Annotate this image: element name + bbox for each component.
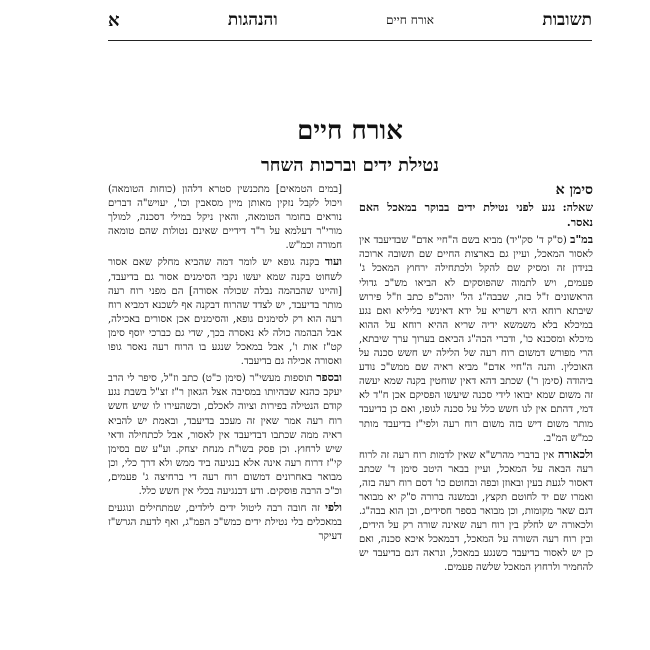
paragraph-text: (ס"ק ד' סק"יד) מביא בשם ה"חיי אדם" שבדיעבד אין לאסור המאכל, ועיין גם בארצות החיים שם תשובה ארוכה בנידון זה ומסיק שם להקל ולכתחילה ירחוץ המאכל ג' פעמים, ויש לתמוה שהפוסקים לא הביאו מש"כ גדולי הראשונים ז"ל בזה, שבבה"ג הל' יוהכ"פ כתב וז"ל פירוש שיבתא רוחא היא דשריא על ידא דאינשי בליליא ואם נגע במיכלא בלא משמשא ידיה שריא ההיא רוחא על ההוא מיכלא ומסכנא כו', ודברי הבה"ג הביאם בערוך ערך שיבתא, הרי מפורש דמשום רוח רעה של הלילה יש חשש סכנה על האוכלין. והנה ה"חיי אדם" מביא ראיה שם ממש"כ נודע ביהודה (סימן ר') שכתב דהא דאין שוחטין בקנה שמא יעשה זה משום שמא יבואו לידי סכנה שיעשו הפסיקם אכן ח"ד לא דמי, דהתם אין לנו חשש כלל על סכנה לגופו, ואם כן בדיעבד מותר משום דיש בזה משום רוח רעה ולפי"ז בדיעבד מותר כמ"ש המ"ב. bbox=[359, 235, 593, 444]
paragraph-lead: ועוד bbox=[324, 255, 342, 269]
header-rule bbox=[108, 40, 592, 41]
paragraph-text: בקנה גופא יש לומר דמה שהביא מחלק שאם אסור לשחוט בקנה שמא יעשו נקבי הסימנים אסור גם בדיעבד, [והיינו שהבהמה נבלה שכולה אסורה] הם מפני רוח רעה מותר בדיעבד, יש לצדד שהרוח דבקנה אף לשכנא דמביא רוח רעה הוא רק לסימנים גופא, והסימנים אכן אסורים באכילה, אבל הבהמה כולה לא נאסרה בכך, שדי גם כברכי יוסף סימן קט"ז אות ו', אבל במאכל שנגע בו הרוח רעה נאסר גופו ואסורה אכילה גם בדיעבד. bbox=[108, 257, 342, 368]
question-paragraph bbox=[359, 201, 593, 231]
paragraph-lead: ובספר bbox=[316, 371, 342, 385]
left-column bbox=[108, 183, 342, 546]
question-text: נגע לפני נטילת ידים בבוקר במאכל האם נאסר. bbox=[359, 201, 593, 230]
paragraph-lead: [במים הטמאים] bbox=[275, 184, 342, 195]
paragraph-lead: ולכאורה bbox=[558, 447, 593, 461]
paragraph-text: זה חובה רבה ליטול ידים לילדים, שמתחילים ונוגעים במאכלים בלי נטילת ידים כמש"כ הפמ"ג, ואף לדעת הגרש"ז דעיקר bbox=[108, 503, 342, 543]
page-letter: א bbox=[108, 9, 120, 31]
right-column bbox=[359, 183, 593, 578]
paragraph bbox=[108, 371, 342, 499]
paragraph-lead: במ"ב bbox=[570, 233, 593, 247]
section-subtitle: נטילת ידים וברכות השחר bbox=[260, 155, 440, 176]
paragraph bbox=[108, 255, 342, 369]
paragraph-text: אין בדברי מהרש"א שאין לדמות רוח רעה זה לרוח רעה הבאה על המאכל, ועיין בבאר היטב סימן ד' שכתב דאסור לגעת בעין ובאוזן ובפה ובחוטם כו' דסם רוח רעה בזה, ואמרו שם יד לחוטם תקצץ, ובמשנה ברורה ס"ק יא מבואר דגם שאר מקומות, וכן מבואר בספר חסידים, וכן הוא בבה"ג. ולכאורה יש לחלק בין רוח רעה שאינה שורה רק על הידים, ובין רוח רעה השורה על המאכל, דבמאכל איכא סכנה, ואם כן יש לאסור בדיעבד כשנגע במאכל, ונראה דגם בדיעבד יש להחמיר ולרחוץ המאכל שלשה פעמים. bbox=[359, 449, 593, 574]
paragraph bbox=[359, 448, 593, 576]
header-section-name: אורח חיים bbox=[386, 12, 434, 27]
page-title: אורח חיים bbox=[297, 116, 403, 146]
paragraph-lead: ולפי bbox=[325, 501, 342, 515]
header-book-title2: והנהגות bbox=[227, 10, 278, 30]
siman-heading: סימן א bbox=[555, 182, 593, 198]
header-book-title bbox=[542, 10, 592, 30]
paragraph bbox=[108, 183, 342, 253]
paragraph-text: תוספות מעשי"ר (סימן כ"ט) כתב וז"ל, סיפר לי הרב יעקב כהנא שבהיותו במסיבה אצל הגאון ר"ז זצ"ל בשבת נגע קודם הנטילה בפירות וציוה לאכלם, וכשהעירו לו שיש חשש רוח רעה אמר שאין זה מעכב בדיעבד, ובאמת יש להביא ראיה ממה שכתבו דבדיעבד אין לאסור, אבל לכתחילה ודאי שיש לרחוץ. וכן פסק בשו"ת מנחת יצחק. וע"ע שם בסימן קי"ז דרוח רעה אינה אלא בנגיעה ביד ממש ולא דרך כלי, וכן מבואר באחרונים דמשום רוח רעה די ברחיצה ג' פעמים, וכ"כ הרבה פוסקים. ודע דבנגיעה בכלי אין חשש כלל. bbox=[108, 373, 342, 497]
header-title-part1: תשובות bbox=[542, 10, 592, 30]
running-header bbox=[108, 8, 592, 32]
paragraph bbox=[108, 501, 342, 544]
question-lead: שאלה: bbox=[562, 201, 593, 215]
paragraph bbox=[359, 233, 593, 445]
paragraph-text: מתכנשין סטרא דלהון (כוחות הטומאה) ויכול לקבל נזקין מאותן מיין מסאבין וכו', יעויש"ה דברים נוראים בחומר הטומאה, והאין ניקל במילי דסכנה, למולך מורי"ר דעלמא על ר"ד דידיים שאינם נטולות שהם טומאה חמורה וכמ"ש. bbox=[108, 184, 342, 252]
